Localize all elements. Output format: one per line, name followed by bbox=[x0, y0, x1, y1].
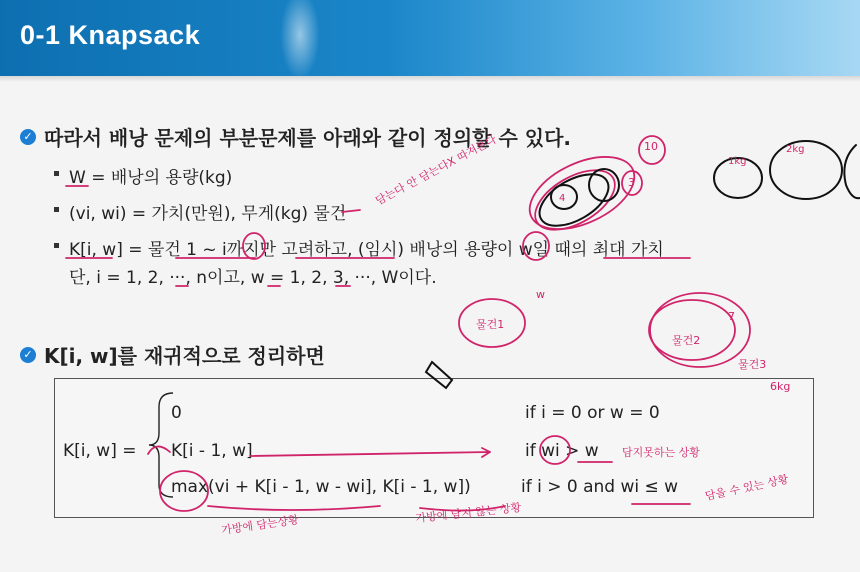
case3-cond: if i > 0 and wi ≤ w bbox=[521, 477, 679, 497]
check-icon: ✓ bbox=[20, 347, 36, 363]
note-case3: 담을 수 있는 상황 bbox=[703, 472, 790, 503]
case3-expr: max(vi + K[i - 1, w - wi], K[i - 1, w]) bbox=[171, 477, 471, 497]
case2-expr: K[i - 1, w] bbox=[171, 441, 253, 461]
note-3: 3 bbox=[628, 176, 635, 189]
item-capacity: W = 배낭의 용량(kg) bbox=[69, 168, 233, 188]
item-value-weight: (vi, wi) = 가치(만원), 무게(kg) 물건 bbox=[69, 204, 347, 224]
note-item2: 물건2 bbox=[672, 334, 701, 347]
note-case2: 담지못하는 상황 bbox=[622, 446, 700, 459]
case1-expr: 0 bbox=[171, 403, 182, 423]
note-max-right: 가방에 담지 않는 상황 bbox=[414, 500, 522, 525]
note-1kg: 1kg bbox=[728, 156, 747, 167]
note-item1: 물건1 bbox=[476, 318, 505, 331]
slide-title: 0-1 Knapsack bbox=[20, 20, 201, 50]
formula-lhs: K[i, w] = bbox=[63, 441, 137, 461]
section2-heading: K[i, w]를 재귀적으로 정리하면 bbox=[44, 344, 325, 368]
check-icon: ✓ bbox=[20, 129, 36, 145]
note-2kg: 2kg bbox=[786, 144, 805, 155]
note-10: 10 bbox=[644, 140, 658, 153]
case2-cond: if wi > w bbox=[525, 441, 599, 461]
note-definition: 담는다 안 담는다X 따져본다 bbox=[373, 132, 499, 208]
note-4: 4 bbox=[559, 193, 566, 204]
note-7: 7 bbox=[728, 310, 735, 323]
note-w: w bbox=[536, 288, 545, 301]
note-6kg: 6kg bbox=[770, 380, 791, 393]
section1-heading: 따라서 배낭 문제의 부분문제를 아래와 같이 정의할 수 있다. bbox=[44, 126, 571, 150]
item-range: 단, i = 1, 2, ···, n이고, w = 1, 2, 3, ···, W이다. bbox=[69, 268, 437, 288]
case1-cond: if i = 0 or w = 0 bbox=[525, 403, 660, 423]
item-subproblem-def: K[i, w] = 물건 1 ~ i까지만 고려하고, (임시) 배낭의 용량이 w일 때의 최대 가치 bbox=[69, 240, 664, 260]
note-item3: 물건3 bbox=[738, 358, 767, 371]
note-max-left: 가방에 담는상황 bbox=[220, 513, 300, 537]
